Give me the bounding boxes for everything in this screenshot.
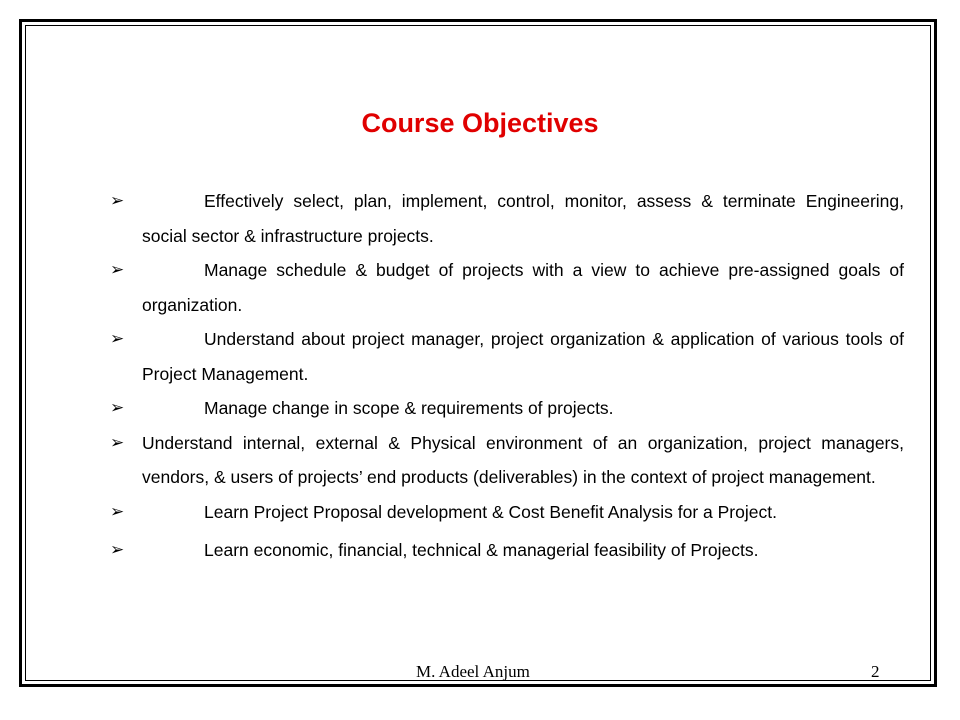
slide-title: Course Objectives: [361, 108, 599, 138]
objective-item: [106, 426, 904, 495]
objectives-list: [106, 184, 904, 568]
objective-item: [106, 322, 904, 391]
arrow-bullet-icon: ➢: [110, 432, 125, 452]
arrow-bullet-icon: ➢: [110, 398, 125, 417]
arrow-bullet-icon: ➢: [110, 260, 125, 279]
objective-item: [106, 253, 904, 322]
objective-text: Manage schedule & budget of projects with a view to achieve pre-assigned goals of organization.: [142, 260, 904, 315]
objective-text: Manage change in scope & requirements of projects.: [204, 398, 614, 418]
objective-item: [106, 495, 904, 530]
objective-text: Learn Project Proposal development & Cost Benefit Analysis for a Project.: [204, 501, 777, 522]
footer-author: M. Adeel Anjum: [416, 662, 530, 681]
page-number: 2: [871, 662, 880, 681]
objective-item: [106, 391, 904, 426]
objective-item: [106, 184, 904, 253]
arrow-bullet-icon: ➢: [110, 191, 125, 210]
objective-text: Understand about project manager, project organization & application of various tools of Project Management.: [142, 329, 904, 384]
objective-text: Understand internal, external & Physical environment of an organization, project managers, vendors, & users of projects’ end products (deliverables) in the context of project management.: [142, 432, 904, 487]
arrow-bullet-icon: ➢: [110, 501, 125, 521]
objective-item: [106, 533, 904, 568]
objective-text: Learn economic, financial, technical & managerial feasibility of Projects.: [204, 540, 759, 560]
arrow-bullet-icon: ➢: [110, 540, 125, 559]
arrow-bullet-icon: ➢: [110, 329, 125, 348]
objective-text: Effectively select, plan, implement, control, monitor, assess & terminate Engineering, social sector & infrastructure projects.: [142, 191, 904, 246]
